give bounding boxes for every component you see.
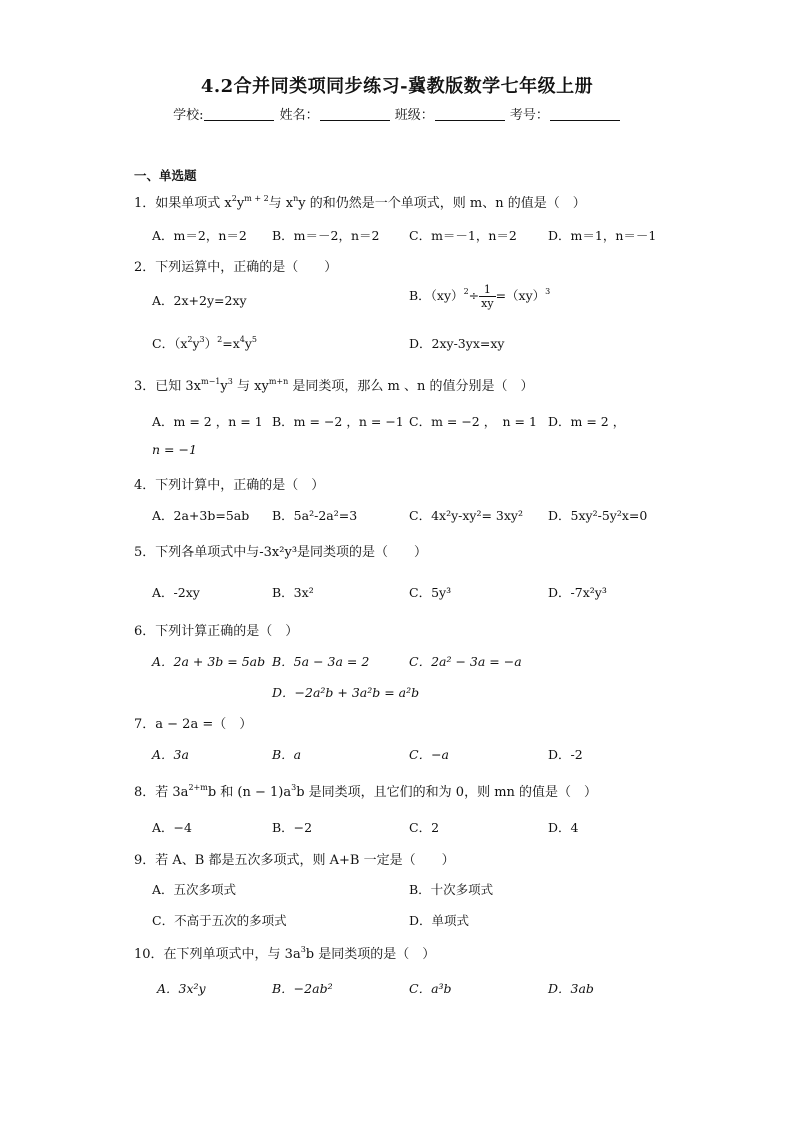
question-7-stem: 7．a − 2a =（ ） [134,717,253,732]
exam-no-blank [550,108,620,121]
question-10-option-d: D．3ab [548,981,594,996]
name-label: 姓名： [279,108,319,123]
question-1-option-d: D．m＝1，n＝－1 [548,228,657,243]
section-title: 一、单选题 [134,168,197,183]
exam-no-label: 考号： [509,108,549,123]
question-5-stem: 5．下列各单项式中与-3x²y³是同类项的是（ ） [134,545,428,560]
page-title: 4.2合并同类项同步练习-冀教版数学七年级上册 [200,76,594,97]
question-3-option-a: A．m = 2 ，n = 1 [152,414,263,429]
question-8-option-b: B．−2 [272,820,313,835]
class-label: 班级： [394,108,434,123]
question-9-option-c: C．不高于五次的多项式 [152,913,287,928]
question-4-stem: 4．下列计算中，正确的是（ ） [134,478,325,493]
name-blank [320,108,390,121]
student-info-line [0,104,794,123]
question-10-option-a: A．3x²y [157,981,206,996]
school-blank [204,108,274,121]
class-blank [435,108,505,121]
question-6-stem: 6．下列计算正确的是（ ） [134,624,299,639]
question-7-option-c: C．−a [409,747,449,762]
question-8-option-d: D．4 [548,820,579,835]
question-6-option-a: A．2a + 3b = 5ab [152,654,266,669]
question-2-option-d: D．2xy-3yx=xy [409,336,505,351]
question-1-option-b: B．m＝－2，n＝2 [272,228,380,243]
question-9-option-a: A．五次多项式 [152,882,237,897]
question-6-option-b: B．5a − 3a = 2 [272,654,370,669]
question-2-option-a: A．2x+2y=2xy [152,293,247,308]
question-9-option-b: B．十次多项式 [409,882,494,897]
question-10-stem: 10．在下列单项式中，与 $3a^3b$ 是同类项的是（ ） [134,945,436,962]
question-7-option-b: B．a [272,747,302,762]
question-1-option-c: C．m＝－1，n＝2 [409,228,517,243]
question-4-option-d: D．5xy²-5y²x=0 [548,508,648,523]
question-6-option-d: D．−2a²b + 3a²b = a²b [272,685,420,700]
question-9-option-d: D．单项式 [409,913,470,928]
question-2-stem: 2．下列运算中，正确的是（ ） [134,260,338,275]
question-1-stem: 1．如果单项式 $x^2y^{m + 2}$与 $x^ny$ 的和仍然是一个单项式，则 m、n 的值是（ ） [134,194,586,211]
question-9-stem: 9．若 A、B 都是五次多项式，则 A+B 一定是（ ） [134,853,455,868]
question-8-option-a: A．−4 [152,820,192,835]
question-1-option-a: A．m＝2，n＝2 [152,228,247,243]
question-3-option-d: D．m = 2 ， [548,414,626,429]
question-10-option-b: B．−2ab² [272,981,333,996]
question-3-option-c: C．m = −2 ， n = 1 [409,414,537,429]
question-4-option-b: B．5a²-2a²=3 [272,508,358,523]
question-8-stem: 8．若 $3a^{2+m}b$ 和 $(n - 1)a^3b$ 是同类项，且它们的和为 0，则 mn 的值是（ ） [134,783,598,800]
school-label: 学校: [173,108,204,123]
question-10-option-c: C．a³b [409,981,452,996]
question-5-option-c: C．5y³ [409,585,452,600]
question-3-option-d-continued: n = −1 [152,442,197,457]
question-7-option-d: D．-2 [548,747,583,762]
question-2-option-b: B．（xy）$^2$÷ $\frac{1}{xy}$ =（xy）$^3$ [409,283,551,310]
question-6-option-c: C．2a² − 3a = −a [409,654,522,669]
question-8-option-c: C．2 [409,820,440,835]
question-2-option-c: C．$(x^2y^3)^2=x^4y^5$ [152,335,258,351]
question-4-option-c: C．4x²y-xy²= 3xy² [409,508,524,523]
question-3-stem: 3．已知 $3x^{m-1}y^3$ 与 $xy^{m+n}$ 是同类项，那么 m 、n 的值分别是（ ） [134,377,534,394]
question-3-option-b: B．m = −2 ，n = −1 [272,414,404,429]
question-5-option-d: D．-7x²y³ [548,585,607,600]
question-4-option-a: A．2a+3b=5ab [152,508,250,523]
question-5-option-a: A．-2xy [152,585,200,600]
question-7-option-a: A．3a [152,747,189,762]
question-5-option-b: B．3x² [272,585,314,600]
